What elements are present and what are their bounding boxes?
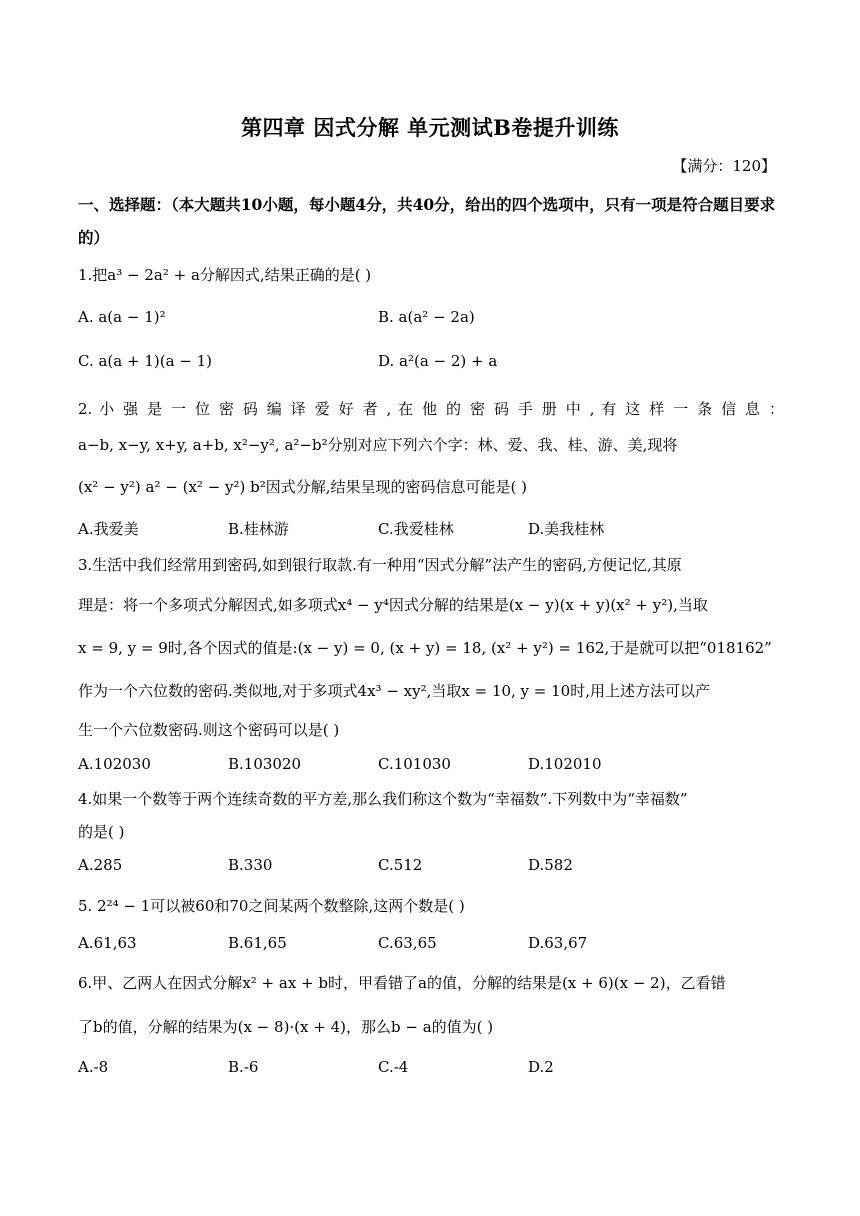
question-3-line-5: 生一个六位数密码.则这个密码可以是( )	[78, 721, 340, 739]
question-1-option-b: B. a(a² − 2a)	[378, 308, 475, 326]
question-2-option-d: D.美我桂林	[528, 520, 605, 538]
question-4-option-c: C.512	[378, 856, 423, 874]
question-1-option-a: A. a(a − 1)²	[78, 308, 166, 326]
question-6-option-d: D.2	[528, 1058, 554, 1076]
question-2-option-b: B.桂林游	[228, 520, 289, 538]
score-label: 【满分：120】	[672, 157, 776, 175]
question-5-option-d: D.63,67	[528, 934, 588, 952]
question-1-option-d: D. a²(a − 2) + a	[378, 352, 498, 370]
question-5-option-c: C.63,65	[378, 934, 437, 952]
question-6-option-b: B.-6	[228, 1058, 259, 1076]
question-6-option-a: A.-8	[78, 1058, 109, 1076]
question-3-option-d: D.102010	[528, 755, 602, 773]
question-2-line-1: 2. 小 强 是 一 位 密 码 编 译 爱 好 者 , 在 他 的 密 码 手 册 中 , 有 这 样 一 条 信 息 ：	[78, 400, 784, 418]
page-title: 第四章 因式分解 单元测试B卷提升训练	[241, 115, 619, 140]
question-2-option-a: A.我爱美	[78, 520, 139, 538]
question-3-option-c: C.101030	[378, 755, 451, 773]
question-4-option-b: B.330	[228, 856, 273, 874]
question-5-option-b: B.61,65	[228, 934, 287, 952]
question-6-line-1: 6.甲、乙两人在因式分解x² + ax + b时，甲看错了a的值，分解的结果是(x + 6)(x − 2)，乙看错	[78, 974, 726, 992]
question-3-option-b: B.103020	[228, 755, 302, 773]
question-4-option-d: D.582	[528, 856, 573, 874]
question-5-option-a: A.61,63	[78, 934, 137, 952]
question-3-line-2: 理是：将一个多项式分解因式,如多项式x⁴ − y⁴因式分解的结果是(x − y)(x + y)(x² + y²),当取	[78, 596, 708, 614]
question-2-line-3: (x² − y²) a² − (x² − y²) b²因式分解,结果呈现的密码信息可能是( )	[78, 478, 527, 496]
question-2-option-c: C.我爱桂林	[378, 520, 454, 538]
question-4-option-a: A.285	[78, 856, 123, 874]
question-3-line-3: x = 9, y = 9时,各个因式的值是:(x − y) = 0, (x + y) = 18, (x² + y²) = 162,于是就可以把“018162”	[78, 639, 772, 657]
question-4-line-2: 的是( )	[78, 823, 125, 841]
question-2-line-2: a−b, x−y, x+y, a+b, x²−y², a²−b²分别对应下列六个字：林、爱、我、桂、游、美,现将	[78, 436, 678, 454]
question-6-option-c: C.-4	[378, 1058, 409, 1076]
question-1-option-c: C. a(a + 1)(a − 1)	[78, 352, 213, 370]
question-3-line-1: 3.生活中我们经常用到密码,如到银行取款.有一种用“因式分解”法产生的密码,方便记忆,其原	[78, 556, 682, 574]
question-3-line-4: 作为一个六位数的密码.类似地,对于多项式4x³ − xy²,当取x = 10, y = 10时,用上述方法可以产	[78, 682, 710, 700]
question-6-line-2: 了b的值，分解的结果为(x − 8)·(x + 4)，那么b − a的值为( )	[78, 1018, 494, 1036]
question-5-line-1: 5. 2²⁴ − 1可以被60和70之间某两个数整除,这两个数是( )	[78, 897, 465, 915]
question-1-line-1: 1.把a³ − 2a² + a分解因式,结果正确的是( )	[78, 266, 372, 284]
question-3-option-a: A.102030	[78, 755, 151, 773]
section-heading: 一、选择题：（本大题共10小题，每小题4分，共40分，给出的四个选项中，只有一项是符合题目要求的）	[78, 195, 776, 247]
question-4-line-1: 4.如果一个数等于两个连续奇数的平方差,那么我们称这个数为“幸福数”.下列数中为“幸福数”	[78, 790, 688, 808]
